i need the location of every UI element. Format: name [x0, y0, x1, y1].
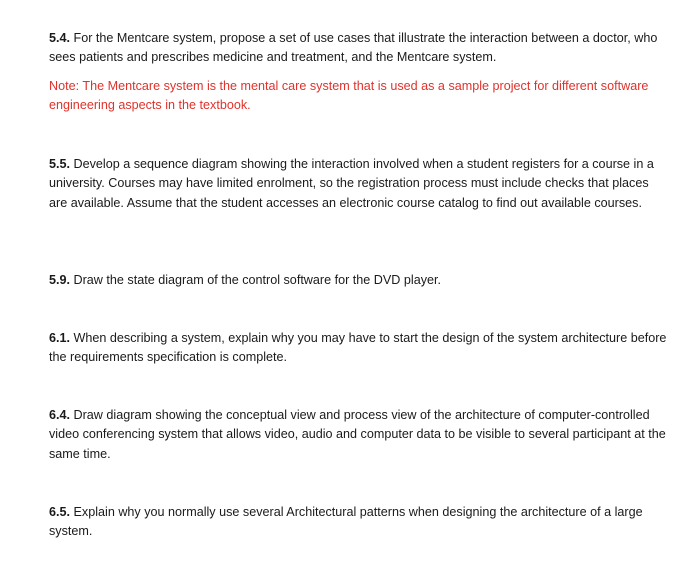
question-text: Develop a sequence diagram showing the interaction involved when a student registers for a course in a university. Courses may have limited enrolment, so the registration process must include checks that places are available. Assume that the student accesses an electronic course catalog to find out available courses.	[49, 157, 654, 210]
question-number: 5.4.	[49, 31, 71, 45]
note-text: Note: The Mentcare system is the mental care system that is used as a sample project for different software engineering aspects in the textbook.	[49, 79, 649, 113]
question-text: Draw diagram showing the conceptual view and process view of the architecture of computer-controlled video conferencing system that allows video, audio and computer data to be visible to several participant at the same time.	[49, 408, 666, 461]
question-text: For the Mentcare system, propose a set of use cases that illustrate the interaction between a doctor, who sees patients and prescribes medicine and treatment, and the Mentcare system.	[49, 31, 658, 65]
question-text: When describing a system, explain why you may have to start the design of the system architecture before the requirements specification is complete.	[49, 331, 667, 365]
question-5-9	[49, 271, 669, 290]
question-number: 6.4.	[49, 408, 71, 422]
question-6-5	[49, 503, 669, 542]
question-number: 6.5.	[49, 505, 71, 519]
question-text: Explain why you normally use several Architectural patterns when designing the architecture of a large system.	[49, 505, 643, 539]
question-number: 6.1.	[49, 331, 71, 345]
question-5-4	[49, 29, 669, 68]
question-text: Draw the state diagram of the control software for the DVD player.	[70, 273, 442, 287]
question-6-4	[49, 406, 669, 464]
question-6-1	[49, 329, 669, 368]
question-number: 5.9.	[49, 273, 71, 287]
question-5-5	[49, 155, 669, 213]
question-number: 5.5.	[49, 157, 71, 171]
